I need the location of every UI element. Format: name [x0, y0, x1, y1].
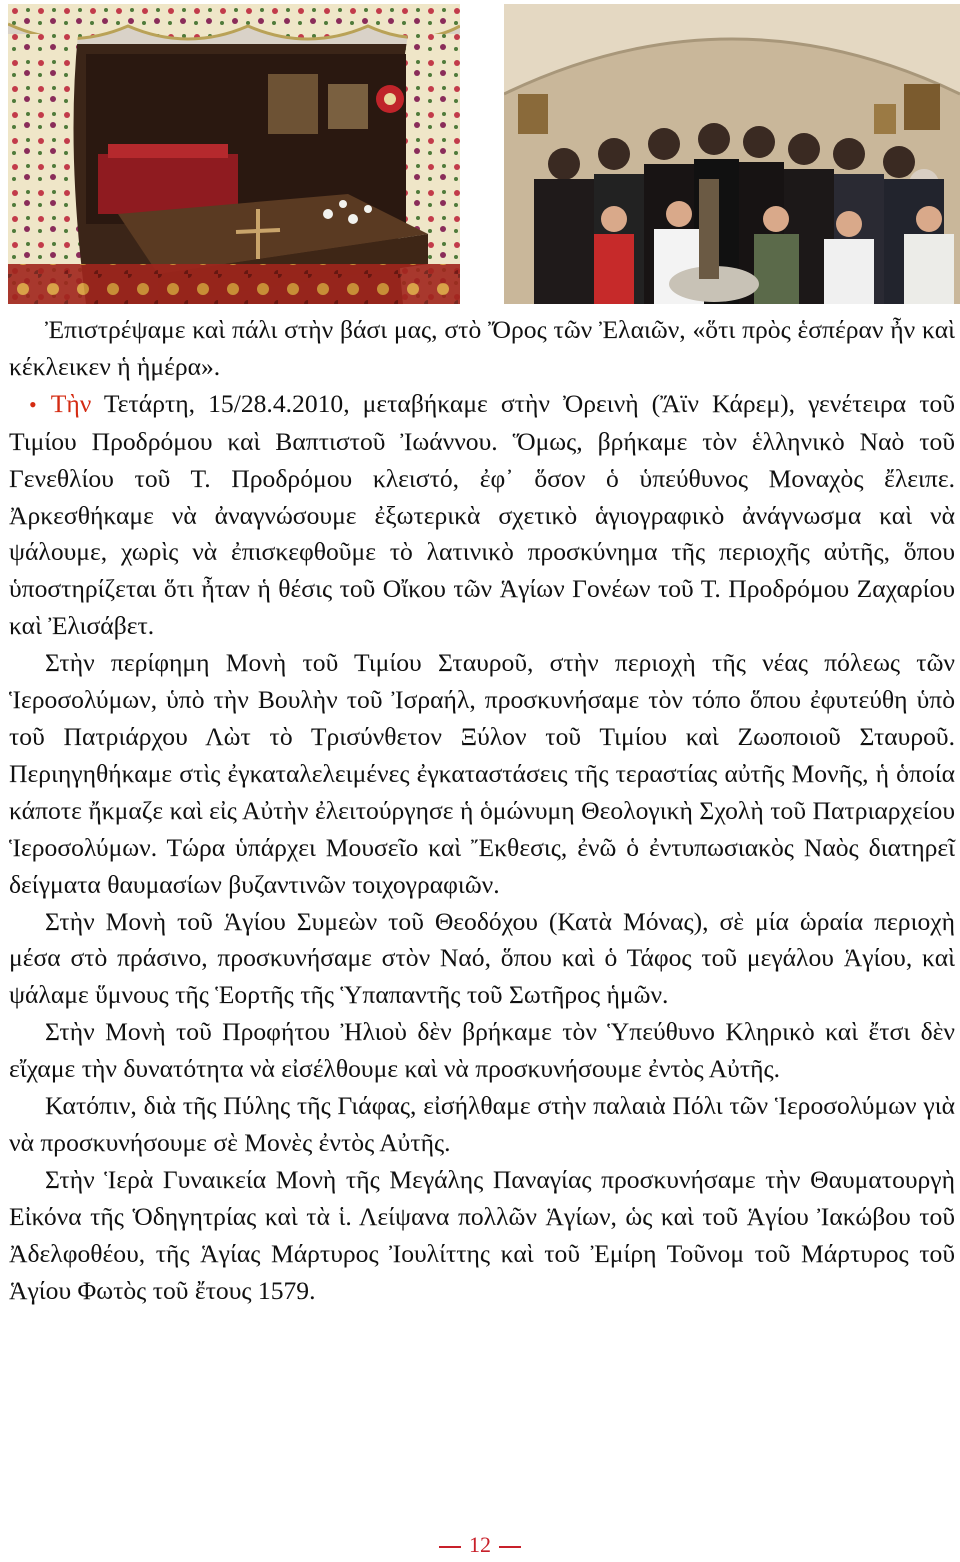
- paragraph-saint-symeon: Στὴν Μονὴ τοῦ Ἁγίου Συμεὼν τοῦ Θεοδόχου (Κατὰ Μόνας), σὲ μία ὡραία περιοχὴ μέσα στὸ πράσινο, προσκυνήσαμε στὸν Ναό, ὅπου καὶ ὁ Τάφος τοῦ μεγάλου Ἁγίου, καὶ ψάλαμε ὕμνους τῆς Ἑορτῆς τῆς Ὑπαπαντῆς τοῦ Σωτῆρος ἡμῶν.: [9, 906, 955, 1010]
- page-number-value: 12: [469, 1532, 491, 1557]
- photo-row: [8, 4, 958, 306]
- shrine-tomb-photo-icon: [8, 4, 460, 304]
- page-number: [0, 1532, 960, 1558]
- paragraph-return: Ἐπιστρέψαμε καὶ πάλι στὴν βάσι μας, στὸ Ὄρος τῶν Ἐλαιῶν, «ὅτι πρὸς ἑσπέραν ἦν καὶ κέκλεικεν ἡ ἡμέρα».: [9, 315, 955, 381]
- paragraph-wednesday-lead: Τὴν: [50, 388, 92, 418]
- shrine-photo: [8, 4, 460, 304]
- bullet-icon: •: [29, 391, 37, 417]
- paragraph-jaffa-gate: Κατόπιν, διὰ τῆς Πύλης τῆς Γιάφας, εἰσήλθαμε στὴν παλαιὰ Πόλι τῶν Ἱεροσολύμων γιὰ νὰ προσκυνήσουμε σὲ Μονὲς ἐντὸς Αὐτῆς.: [9, 1091, 955, 1157]
- paragraph-wednesday-text: Τετάρτη, 15/28.4.2010, μεταβήκαμε στὴν Ὀρεινὴ (Ἄϊν Κάρεμ), γενέτειρα τοῦ Τιμίου Προδρόμου καὶ Βαπτιστοῦ Ἰωάννου. Ὅμως, βρήκαμε τὸν ἑλληνικὸ Ναὸ τοῦ Γενεθλίου τοῦ Τ. Προδρόμου κλειστό, ἐφ᾽ ὅσον ὁ ὑπεύθυνος Μοναχὸς ἔλειπε. Ἀρκεσθήκαμε νὰ ἀναγνώσουμε ἐξωτερικὰ σχετικὸ ἁγιογραφικὸ ἀνάγνωσμα καὶ νὰ ψάλουμε, χωρὶς νὰ ἐπισκεφθοῦμε τὸ λατινικὸ προσκύνημα τῆς περιοχῆς αὐτῆς, ὅπου ὑποστηρίζεται ὅτι ἦταν ἡ θέσις τοῦ Οἴκου τῶν Ἁγίων Γονέων τοῦ Τ. Προδρόμου Ζαχαρίου καὶ Ἐλισάβετ.: [9, 388, 955, 641]
- paragraph-great-panagia: Στὴν Ἱερὰ Γυναικεία Μονὴ τῆς Μεγάλης Παναγίας προσκυνήσαμε τὴν Θαυματουργὴ Εἰκόνα τῆς Ὁδηγητρίας καὶ τὰ ἱ. Λείψανα πολλῶν Ἁγίων, ὡς καὶ τοῦ Ἁγίου Ἰακώβου τοῦ Ἀδελφοθέου, τῆς Ἁγίας Μάρτυρος Ἰουλίττης καὶ τοῦ Ἐμίρη Τοῦνομ τοῦ Μάρτυρος τοῦ Ἁγίου Φωτὸς τοῦ ἔτους 1579.: [9, 1164, 955, 1305]
- article-body: [9, 312, 955, 1309]
- pilgrim-group-photo-icon: [504, 4, 960, 304]
- paragraph-prophet-elias: Στὴν Μονὴ τοῦ Προφήτου Ἠλιοὺ δὲν βρήκαμε τὸν Ὑπεύθυνο Κληρικὸ καὶ ἔτσι δὲν εἴχαμε τὴν δυνατότητα νὰ εἰσέλθουμε καὶ νὰ προσκυνήσουμε ἐντὸς Αὐτῆς.: [9, 1017, 955, 1084]
- paragraph-wednesday: [9, 386, 955, 645]
- page-number-dash-right: [499, 1546, 521, 1548]
- page-number-dash-left: [439, 1546, 461, 1548]
- pilgrims-photo: [504, 4, 960, 304]
- paragraph-holy-cross: Στὴν περίφημη Μονὴ τοῦ Τιμίου Σταυροῦ, στὴν περιοχὴ τῆς νέας πόλεως τῶν Ἱεροσολύμων, ὑπὸ τὴν Βουλὴν τοῦ Ἰσραήλ, προσκυνήσαμε τὸν τόπο ὅπου ἐφυτεύθη ὑπὸ τοῦ Πατριάρχου Λὼτ τὸ Τρισύνθετον Ξύλον τοῦ Τιμίου καὶ Ζωοποιοῦ Σταυροῦ. Περιηγηθήκαμε στὶς ἐγκαταλελειμένες ἐγκαταστάσεις τῆς τεραστίας αὐτῆς Μονῆς, ἡ ὁποία κάποτε ἤκμαζε καὶ εἰς Αὐτὴν ἐλειτούργησε ἡ ὁμώνυμη Θεολογικὴ Σχολὴ τοῦ Πατριαρχείου Ἱεροσολύμων. Τώρα ὑπάρχει Μουσεῖο καὶ Ἔκθεσις, ἐνῶ ὁ ἐντυπωσιακὸς Ναὸς διατηρεῖ δείγματα θαυμασίων βυζαντινῶν τοιχογραφιῶν.: [9, 648, 955, 899]
